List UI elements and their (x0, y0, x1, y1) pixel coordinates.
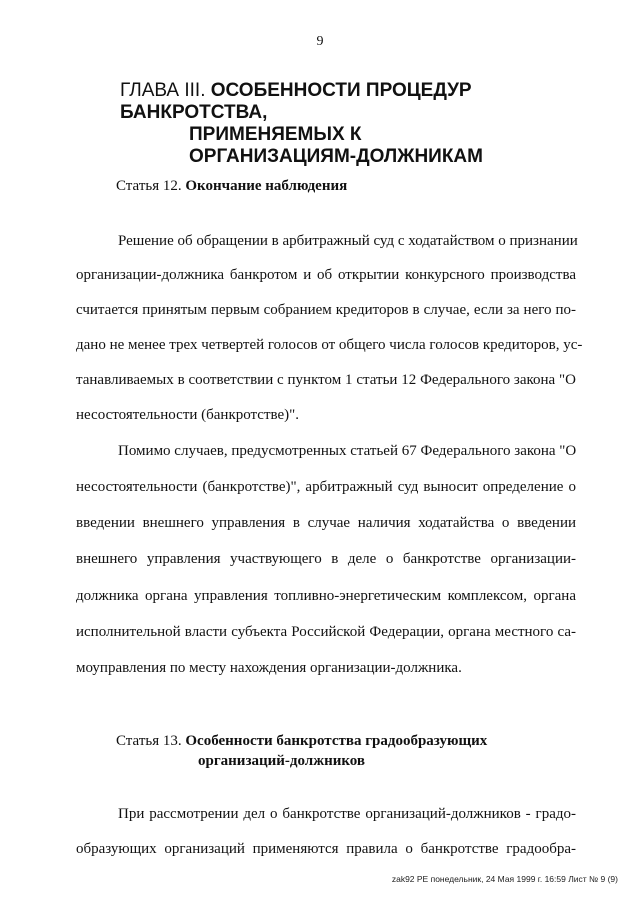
article-13-title-line-1: Особенности банкротства градообразующих (185, 733, 488, 749)
article-13-label: Статья 13. (116, 733, 182, 749)
article-13-title-line-2: организаций-должников (198, 753, 366, 769)
article-13-p1-line-1: При рассмотрении дел о банкротстве организаций-должников - градо- (118, 806, 576, 822)
chapter-title-line-2: ПРИМЕНЯЕМЫХ К (189, 124, 362, 145)
article-12-p1-line-5: танавливаемых в соответствии с пунктом 1 статьи 12 Федерального закона "О (76, 372, 576, 388)
article-13-heading (116, 731, 487, 751)
article-12-p2-line-4: внешнего управления участвующего в деле о банкротстве организации- (76, 551, 576, 567)
article-12-heading (116, 176, 347, 196)
article-12-p2-line-5: должника органа управления топливно-энергетическим комплексом, органа (76, 588, 576, 604)
page-number: 9 (316, 34, 324, 49)
article-13-heading-cont (198, 751, 365, 771)
chapter-title-line-1 (120, 80, 620, 124)
chapter-title (120, 80, 620, 168)
article-12-title: Окончание наблюдения (185, 178, 348, 194)
article-12-label: Статья 12. (116, 178, 182, 194)
article-13-p1-line-2: образующих организаций применяются правила о банкротстве градообра- (76, 841, 576, 857)
page-footer: zak92 PE понедельник, 24 Мая 1999 г. 16:59 Лист № 9 (9) (391, 874, 618, 884)
article-12-p1-line-1: Решение об обращении в арбитражный суд с ходатайством о признании (118, 233, 578, 249)
chapter-title-line-3: ОРГАНИЗАЦИЯМ-ДОЛЖНИКАМ (189, 146, 483, 167)
article-12-p2-line-1: Помимо случаев, предусмотренных статьей 67 Федерального закона "О (118, 443, 577, 459)
chapter-label: ГЛАВА III. (120, 80, 206, 101)
article-12-p1-line-2: организации-должника банкротом и об открытии конкурсного производства (76, 267, 576, 283)
article-12-p2-line-7: моуправления по месту нахождения организации-должника. (76, 660, 462, 676)
article-12-p1-line-3: считается принятым первым собранием кредиторов в случае, если за него по- (76, 302, 576, 318)
article-12-p2-line-2: несостоятельности (банкротстве)", арбитражный суд выносит определение о (76, 479, 576, 495)
article-12-p1-line-6: несостоятельности (банкротстве)". (76, 407, 300, 423)
article-12-p2-line-3: введении внешнего управления в случае наличия ходатайства о введении (76, 515, 576, 531)
article-12-p2-line-6: исполнительной власти субъекта Российской Федерации, органа местного са- (76, 624, 576, 640)
chapter-title-text-1: ОСОБЕННОСТИ ПРОЦЕДУР БАНКРОТСТВА, (120, 80, 472, 123)
article-12-p1-line-4: дано не менее трех четвертей голосов от общего числа голосов кредиторов, ус- (76, 337, 583, 353)
